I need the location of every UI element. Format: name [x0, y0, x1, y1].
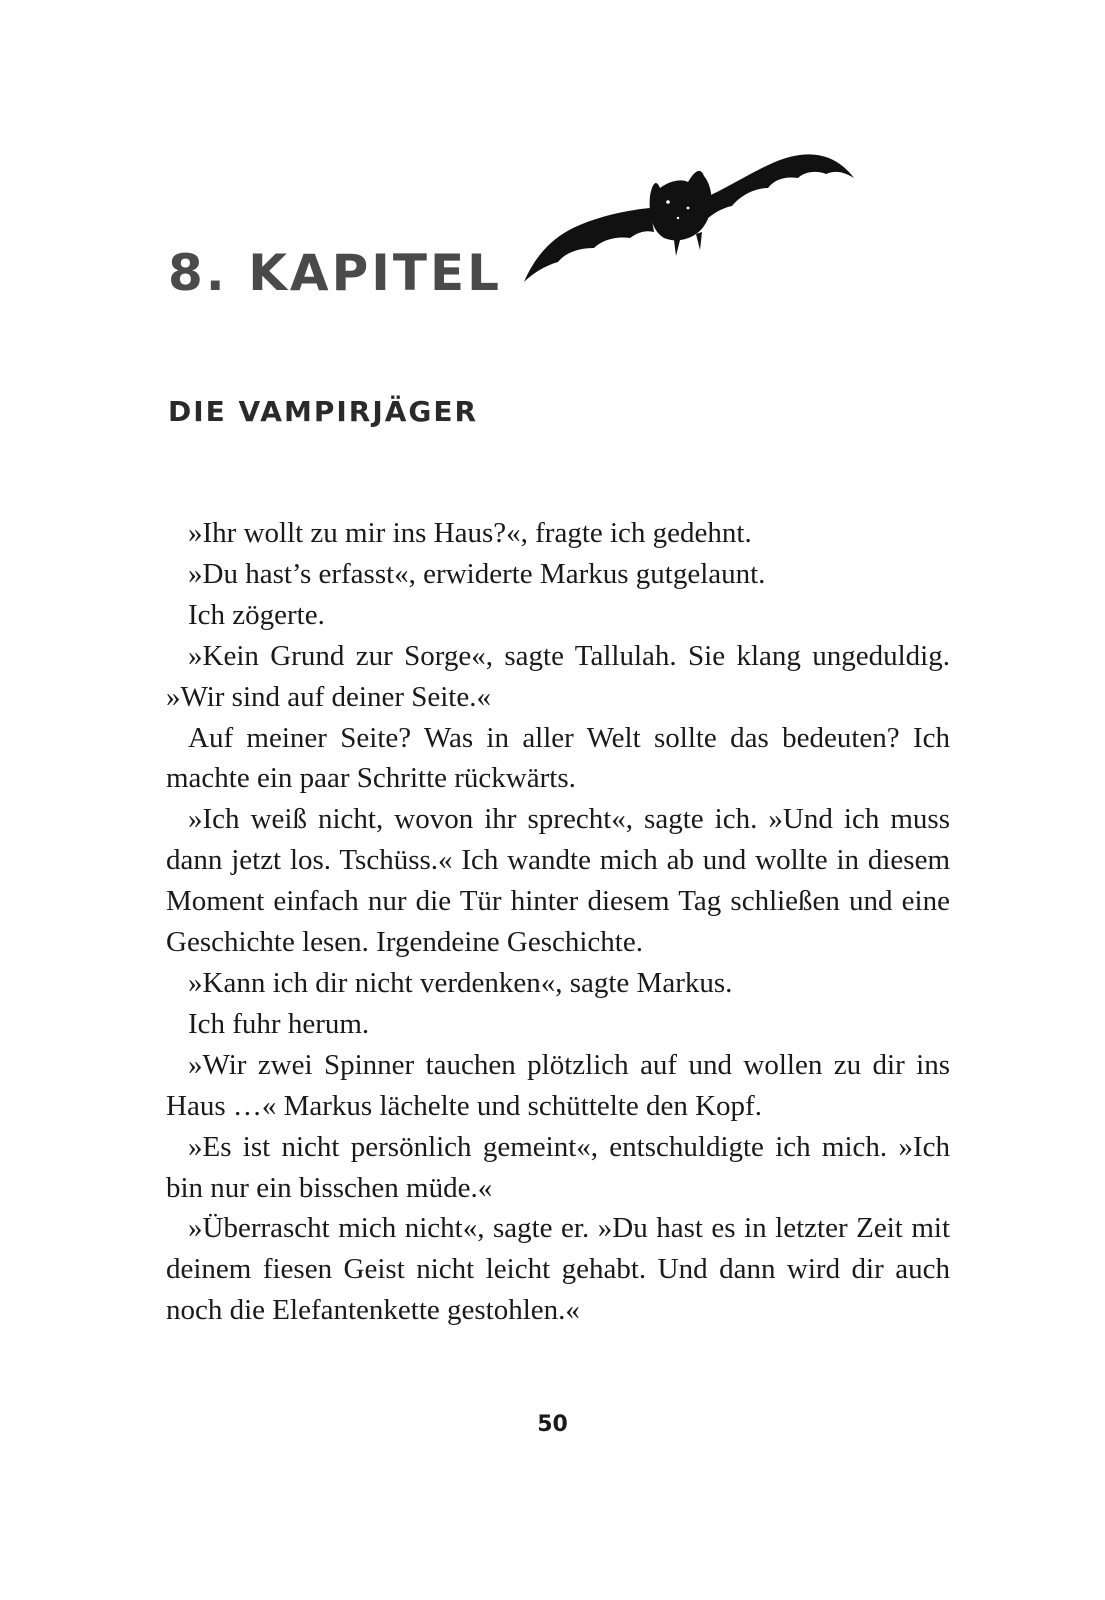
chapter-title: 8. KAPITEL	[168, 244, 503, 302]
paragraph: Ich fuhr herum.	[188, 1007, 370, 1040]
paragraph: »Du hast’s erfasst«, erwiderte Markus gutgelaunt.	[188, 557, 766, 590]
page-number: 50	[537, 1412, 568, 1437]
paragraph: »Kann ich dir nicht verdenken«, sagte Markus.	[188, 966, 733, 999]
chapter-body	[166, 513, 950, 1331]
paragraph: »Es ist nicht persönlich gemeint«, entschuldigte ich mich. »Ich bin nur ein bisschen müde.«	[166, 1130, 950, 1204]
paragraph: »Kein Grund zur Sorge«, sagte Tallulah. Sie klang ungeduldig. »Wir sind auf deiner Seite.«	[166, 639, 950, 713]
paragraph: »Ich weiß nicht, wovon ihr sprecht«, sagte ich. »Und ich muss dann jetzt los. Tschüss.« Ich wandte mich ab und wollte in diesem Moment einfach nur die Tür hinter diesem Tag schließen und eine Geschichte lesen. Irgendeine Geschichte.	[166, 803, 950, 959]
paragraph: »Ihr wollt zu mir ins Haus?«, fragte ich gedehnt.	[188, 517, 752, 549]
paragraph: »Überrascht mich nicht«, sagte er. »Du hast es in letzter Zeit mit deinem fiesen Geist nicht leicht gehabt. Und dann wird dir auch noch die Elefantenkette gestohlen.«	[166, 1212, 950, 1327]
paragraph: »Wir zwei Spinner tauchen plötzlich auf und wollen zu dir ins Haus …« Markus lächelte und schüttelte den Kopf.	[166, 1048, 950, 1122]
bat-icon	[518, 148, 858, 288]
chapter-subtitle: DIE VAMPIRJÄGER	[168, 395, 479, 428]
paragraph: Ich zögerte.	[188, 598, 325, 631]
paragraph: Auf meiner Seite? Was in aller Welt sollte das bedeuten? Ich machte ein paar Schritte rückwärts.	[166, 721, 950, 795]
